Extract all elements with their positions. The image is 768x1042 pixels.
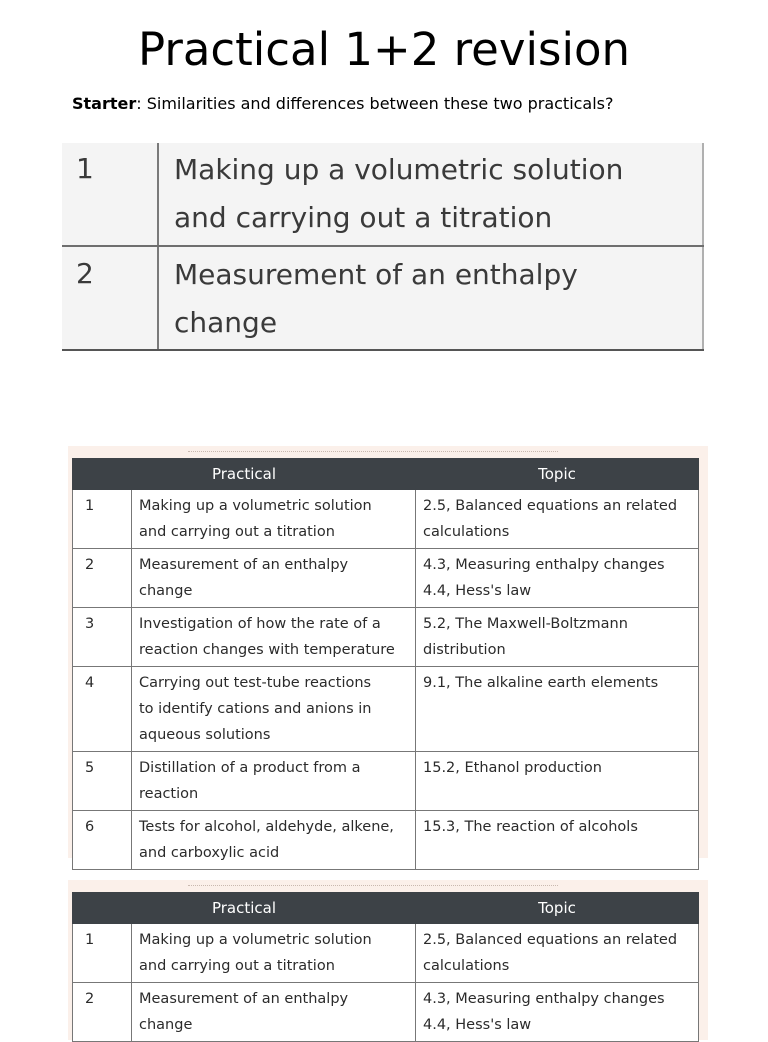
practical-description bbox=[132, 549, 416, 608]
table-header-row bbox=[73, 459, 699, 490]
topic-line: 9.1, The alkaline earth elements bbox=[423, 675, 659, 691]
topic-line: 15.2, Ethanol production bbox=[423, 760, 602, 776]
table-row bbox=[73, 983, 699, 1042]
topic-line: distribution bbox=[423, 642, 506, 658]
practical-line: Making up a volumetric solution bbox=[139, 498, 372, 514]
practical-line: Distillation of a product from a bbox=[139, 760, 361, 776]
topic-line: calculations bbox=[423, 958, 510, 974]
scanned-practicals-table bbox=[62, 143, 704, 351]
starter-prompt bbox=[72, 93, 614, 115]
scan-row-text: Making up a volumetric solution and carrying out a titration bbox=[174, 153, 624, 234]
topic-line: calculations bbox=[423, 524, 510, 540]
practical-line: change bbox=[139, 583, 193, 599]
practical-description bbox=[132, 924, 416, 983]
practical-line: and carrying out a titration bbox=[139, 524, 335, 540]
topic-line: 2.5, Balanced equations an related bbox=[423, 932, 678, 948]
scan-row-text: Measurement of an enthalpy change bbox=[174, 258, 578, 339]
starter-text: : Similarities and differences between these two practicals? bbox=[136, 94, 614, 113]
practical-line: Tests for alcohol, aldehyde, alkene, bbox=[139, 819, 394, 835]
practical-line: change bbox=[139, 1017, 193, 1033]
practical-description bbox=[132, 811, 416, 870]
practical-line: Measurement of an enthalpy bbox=[139, 991, 349, 1007]
table-row bbox=[73, 549, 699, 608]
practical-number: 4 bbox=[73, 667, 132, 752]
practical-description bbox=[132, 667, 416, 752]
practicals-table bbox=[72, 458, 699, 870]
practical-number: 5 bbox=[73, 752, 132, 811]
topic-cell bbox=[416, 811, 699, 870]
practical-line: and carboxylic acid bbox=[139, 845, 280, 861]
topic-line: 4.3, Measuring enthalpy changes bbox=[423, 557, 665, 573]
practical-line: Investigation of how the rate of a bbox=[139, 616, 381, 632]
table-row bbox=[73, 924, 699, 983]
practicals-table-repeat bbox=[72, 892, 699, 1042]
topic-line: 4.4, Hess's law bbox=[423, 1017, 532, 1033]
scan-row-number: 2 bbox=[76, 257, 94, 290]
practical-description bbox=[132, 490, 416, 549]
table-row bbox=[73, 667, 699, 752]
topic-cell bbox=[416, 924, 699, 983]
practical-line: Measurement of an enthalpy bbox=[139, 557, 349, 573]
topic-cell bbox=[416, 549, 699, 608]
topic-line: 4.3, Measuring enthalpy changes bbox=[423, 991, 665, 1007]
practical-line: Making up a volumetric solution bbox=[139, 932, 372, 948]
practical-description bbox=[132, 752, 416, 811]
topic-line: 4.4, Hess's law bbox=[423, 583, 532, 599]
topic-cell bbox=[416, 983, 699, 1042]
topic-line: 5.2, The Maxwell-Boltzmann bbox=[423, 616, 628, 632]
table-row bbox=[73, 490, 699, 549]
practical-number: 3 bbox=[73, 608, 132, 667]
table-header-row bbox=[73, 893, 699, 924]
header-topic: Topic bbox=[416, 459, 699, 490]
practical-number: 1 bbox=[73, 490, 132, 549]
practical-number: 6 bbox=[73, 811, 132, 870]
practicals-table-card bbox=[68, 446, 708, 861]
header-practical: Practical bbox=[73, 459, 416, 490]
topic-cell bbox=[416, 608, 699, 667]
topic-cell bbox=[416, 667, 699, 752]
practical-line: Carrying out test-tube reactions bbox=[139, 675, 372, 691]
table-row bbox=[73, 811, 699, 870]
scan-row-number: 1 bbox=[76, 152, 94, 185]
table-row bbox=[73, 752, 699, 811]
topic-cell bbox=[416, 752, 699, 811]
practical-number: 1 bbox=[73, 924, 132, 983]
practical-number: 2 bbox=[73, 549, 132, 608]
header-topic: Topic bbox=[416, 893, 699, 924]
practical-line: reaction bbox=[139, 786, 199, 802]
practical-line: and carrying out a titration bbox=[139, 958, 335, 974]
page-title: Practical 1+2 revision bbox=[137, 23, 631, 76]
topic-line: 2.5, Balanced equations an related bbox=[423, 498, 678, 514]
table-row bbox=[73, 608, 699, 667]
practical-line: reaction changes with temperature bbox=[139, 642, 395, 658]
starter-label: Starter bbox=[72, 94, 137, 113]
practical-line: aqueous solutions bbox=[139, 727, 271, 743]
practical-description bbox=[132, 983, 416, 1042]
practical-number: 2 bbox=[73, 983, 132, 1042]
header-practical: Practical bbox=[73, 893, 416, 924]
topic-cell bbox=[416, 490, 699, 549]
practical-line: to identify cations and anions in bbox=[139, 701, 372, 717]
practical-description bbox=[132, 608, 416, 667]
practicals-table-card-repeat bbox=[68, 880, 708, 1040]
topic-line: 15.3, The reaction of alcohols bbox=[423, 819, 638, 835]
